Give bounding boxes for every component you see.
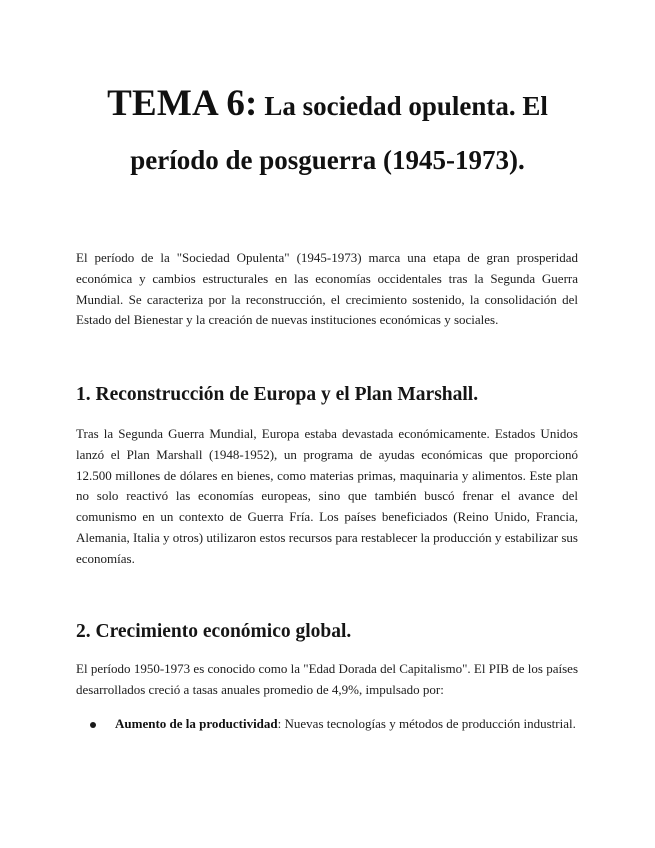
intro-paragraph: El período de la "Sociedad Opulenta" (1945-1973) marca una etapa de gran prosperidad económica y cambios estructurales en las economías occidentales tras la Segunda Guerra Mundial. Se caracteriza por la reconstrucción, el crecimiento sostenido, la consolidación del Estado del Bienestar y la creación de nuevas instituciones económicas y sociales. bbox=[76, 250, 578, 328]
title-prefix: TEMA 6: bbox=[107, 83, 258, 124]
title-text: La sociedad opulenta. El período de posguerra (1945-1973). bbox=[130, 91, 548, 175]
section-2-heading: 2. Crecimiento económico global. bbox=[76, 621, 352, 642]
bullet-description: : Nuevas tecnologías y métodos de producción industrial. bbox=[277, 716, 576, 731]
bullet-dot-icon bbox=[90, 722, 96, 728]
document-title bbox=[60, 78, 595, 186]
section-1-heading: 1. Reconstrucción de Europa y el Plan Marshall. bbox=[76, 384, 479, 405]
bullet-term: Aumento de la productividad bbox=[115, 716, 278, 731]
section-2-paragraph: El período 1950-1973 es conocido como la "Edad Dorada del Capitalismo". El PIB de los países desarrollados creció a tasas anuales promedio de 4,9%, impulsado por: bbox=[76, 661, 578, 697]
section-1-paragraph: Tras la Segunda Guerra Mundial, Europa estaba devastada económicamente. Estados Unidos lanzó el Plan Marshall (1948-1952), un programa de ayudas económicas que proporcionó 12.500 millones de dólares en bienes, como materias primas, maquinaria y alimentos. Este plan no solo reactivó las economías europeas, sino que también buscó frenar el avance del comunismo en un contexto de Guerra Fría. Los países beneficiados (Reino Unido, Francia, Alemania, Italia y otros) utilizaron estos recursos para restablecer la producción y estabilizar sus economías. bbox=[76, 426, 578, 566]
bullet-list-item bbox=[76, 714, 578, 735]
bullet-text bbox=[115, 714, 578, 735]
